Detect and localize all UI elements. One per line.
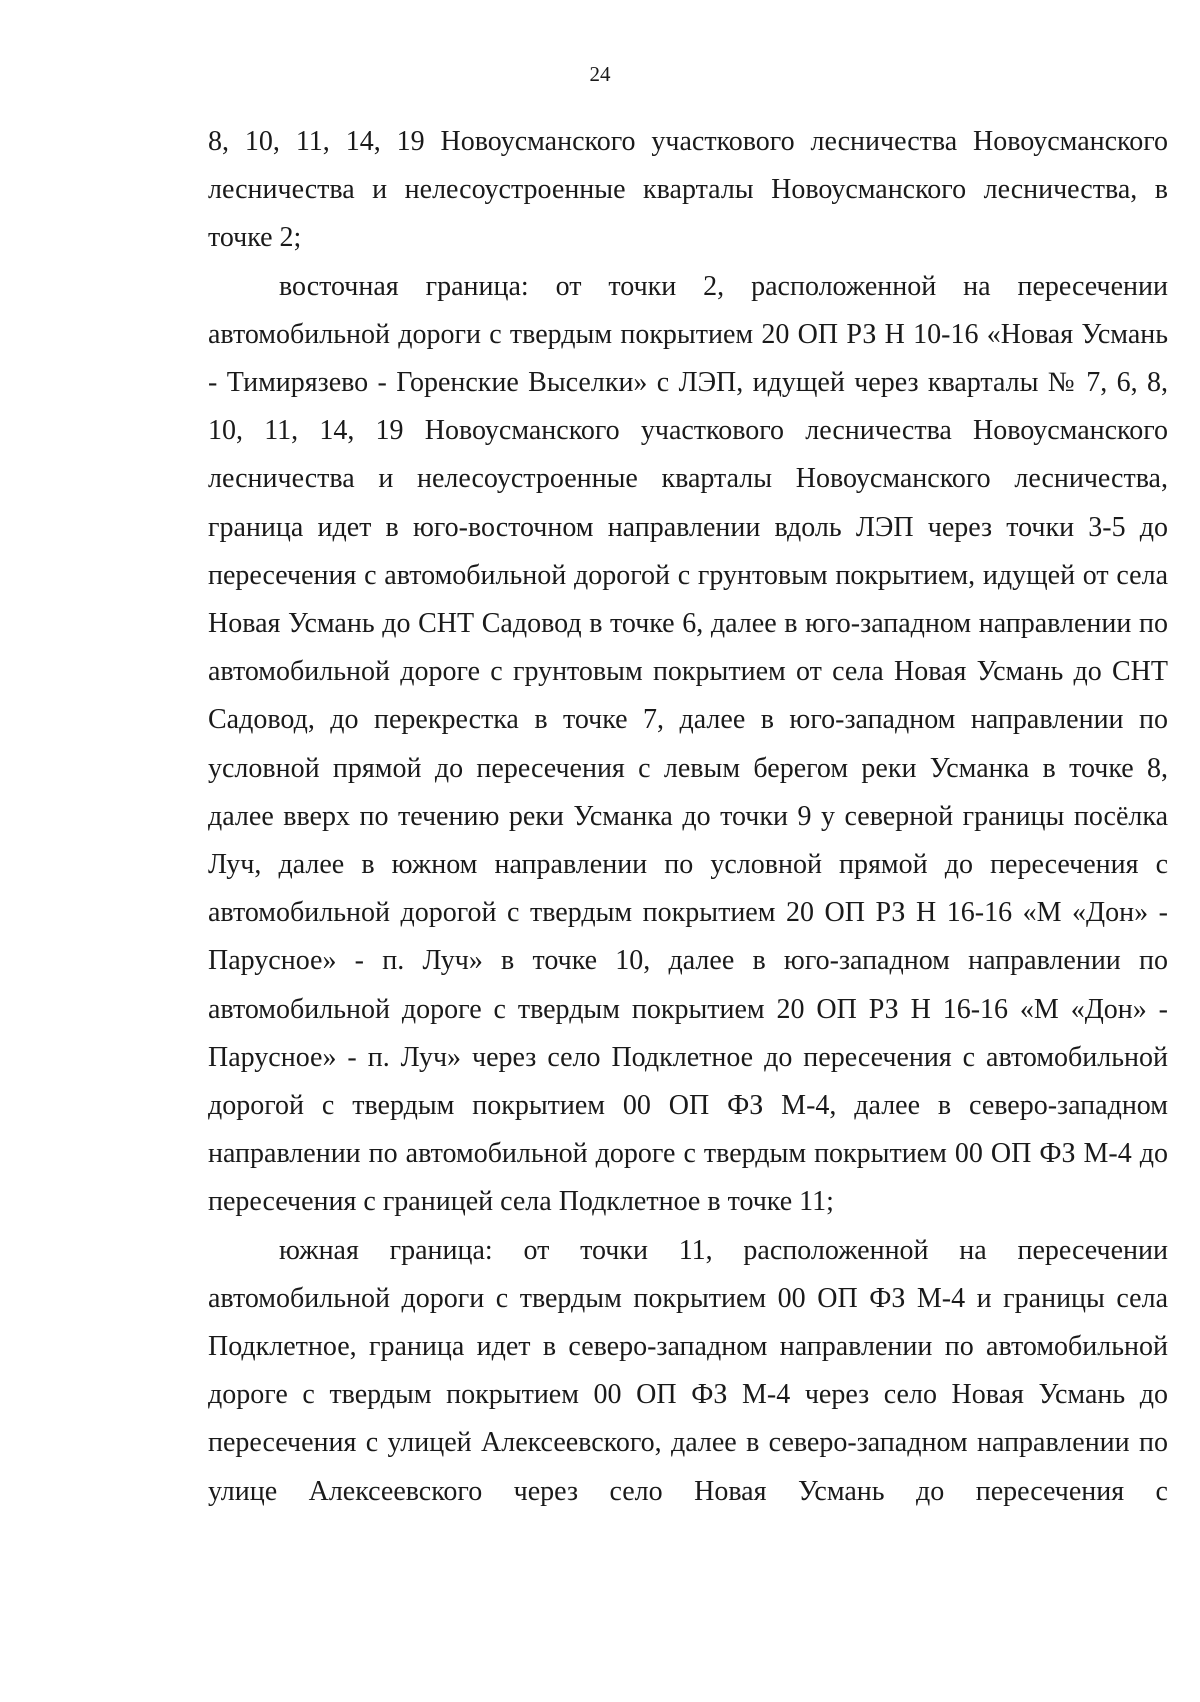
paragraph-eastern-boundary: восточная граница: от точки 2, расположенной на пересечении автомобильной дороги с твердым покрытием 20 ОП РЗ Н 10-16 «Новая Усмань - Тимирязево - Горенские Выселки» с ЛЭП, идущей через кварталы № 7, 6, 8, 10, 11, 14, 19 Новоусманского участкового лесничества Новоусманского лесничества и нелесоустроенные кварталы Новоусманского лесничества, граница идет в юго-восточном направлении вдоль ЛЭП через точки 3-5 до пересечения с автомобильной дорогой с грунтовым покрытием, идущей от села Новая Усмань до СНТ Садовод в точке 6, далее в юго-западном направлении по автомобильной дороге с грунтовым покрытием от села Новая Усмань до СНТ Садовод, до перекрестка в точке 7, далее в юго-западном направлении по условной прямой до пересечения с левым берегом реки Усманка в точке 8, далее вверх по течению реки Усманка до точки 9 у северной границы посёлка Луч, далее в южном направлении по условной прямой до пересечения с автомобильной дорогой с твердым покрытием 20 ОП РЗ Н 16-16 «М «Дон» - Парусное» - п. Луч» в точке 10, далее в юго-западном направлении по автомобильной дороге с твердым покрытием 20 ОП РЗ Н 16-16 «М «Дон» - Парусное» - п. Луч» через село Подклетное до пересечения с автомобильной дорогой с твердым покрытием 00 ОП ФЗ М-4, далее в северо-западном направлении по автомобильной дороге с твердым покрытием 00 ОП ФЗ М-4 до пересечения с границей села Подклетное в точке 11; [208, 270, 1168, 1218]
paragraph-continuation: 8, 10, 11, 14, 19 Новоусманского участкового лесничества Новоусманского лесничества и нелесоустроенные кварталы Новоусманского лесничества, в точке 2; [208, 126, 1168, 254]
page-number: 24 [589, 62, 611, 86]
paragraph-southern-boundary: южная граница: от точки 11, расположенной на пересечении автомобильной дороги с твердым покрытием 00 ОП ФЗ М-4 и границы села Подклетное, граница идет в северо-западном направлении по автомобильной дороге с твердым покрытием 00 ОП ФЗ М-4 через село Новая Усмань до пересечения с улицей Алексеевского, далее в северо-западном направлении по улице Алексеевского через село Новая Усмань до пересечения с [208, 1234, 1168, 1507]
document-body [208, 118, 1168, 1516]
